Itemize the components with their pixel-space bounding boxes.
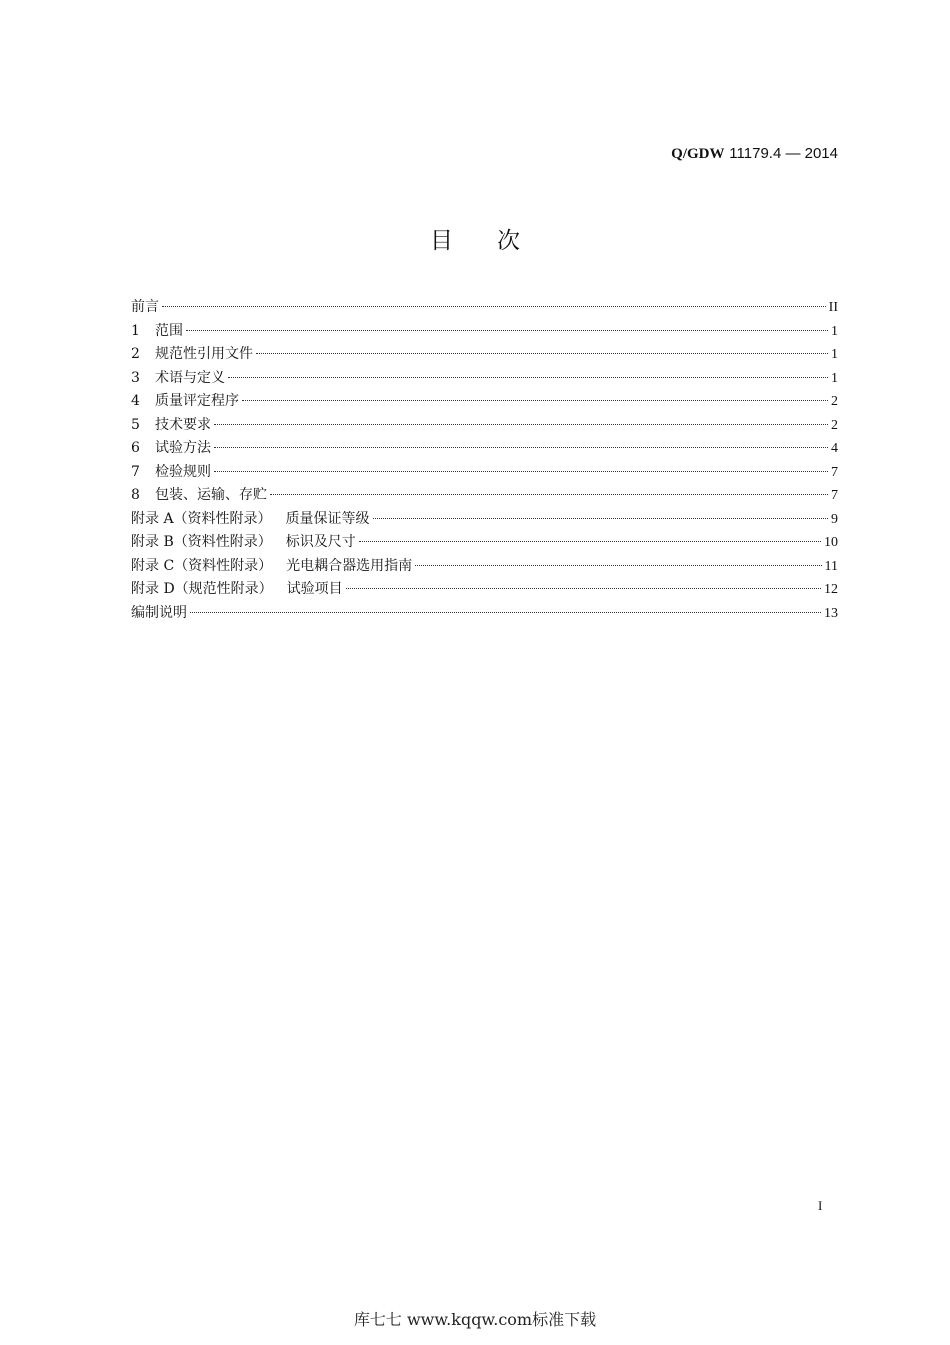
toc-entry-page: 11 [824,558,838,574]
toc-entry-number: 8 [131,487,140,503]
appendix-title: 标识及尺寸 [285,534,356,550]
toc-entry-number: 5 [131,416,140,433]
toc-entry-label [131,531,356,555]
document-code [671,144,838,163]
toc-dot-leader [214,471,828,472]
toc-entry-number: 7 [131,463,140,480]
toc-dot-leader [415,565,821,566]
toc-entry-label: 包装、运输、存贮 [155,487,267,503]
toc-entry-appendix-c[interactable] [131,555,838,579]
toc-entry-quality-assessment[interactable] [131,390,838,414]
toc-entry-page: II [828,300,838,315]
toc-dot-leader [346,588,821,589]
toc-dot-leader [186,330,828,331]
appendix-label: 附录 D（规范性附录） [131,581,273,597]
toc-entry-page: 10 [824,535,838,550]
toc-entry-page: 13 [824,605,838,621]
toc-entry-appendix-a[interactable] [131,508,838,532]
toc-entry-label: 检验规则 [155,463,211,480]
toc-entry-appendix-d[interactable] [131,578,838,602]
toc-dot-leader [214,424,828,425]
toc-dot-leader [214,447,828,448]
toc-entry-label [131,508,370,532]
toc-dot-leader [162,306,826,307]
appendix-title: 质量保证等级 [285,510,370,527]
toc-entry-page: 2 [831,417,838,433]
footer-watermark: 库七七 www.kqqw.com标准下载 [353,1310,597,1329]
toc-entry-appendix-b[interactable] [131,531,838,555]
document-code-prefix: Q/GDW [671,146,725,162]
toc-entry-number: 3 [131,369,140,386]
toc-entry-page: 1 [831,370,838,386]
toc-entry-terms-definitions[interactable] [131,367,838,391]
toc-dot-leader [270,494,828,495]
toc-entry-page: 7 [831,488,838,503]
toc-entry-label: 术语与定义 [155,369,225,386]
toc-entry-normative-references[interactable] [131,343,838,367]
toc-entry-number: 4 [131,393,140,409]
toc-dot-leader [373,518,828,519]
toc-dot-leader [242,400,828,401]
table-of-contents [131,296,838,625]
toc-entry-page: 4 [831,441,838,456]
toc-entry-label [131,555,412,579]
toc-entry-label: 试验方法 [155,440,211,456]
toc-entry-number: 1 [131,322,140,339]
toc-entry-page: 1 [831,323,838,339]
appendix-title: 光电耦合器选用指南 [286,557,413,574]
toc-entry-test-methods[interactable] [131,437,838,461]
toc-entry-packaging[interactable] [131,484,838,508]
toc-dot-leader [228,377,828,378]
toc-entry-number: 6 [131,440,140,456]
appendix-label: 附录 A（资料性附录） [131,510,272,527]
appendix-label: 附录 C（资料性附录） [131,557,273,574]
toc-dot-leader [256,353,828,354]
toc-entry-page: 12 [824,582,838,597]
toc-entry-page: 7 [831,464,838,480]
toc-title: 目次 [430,228,564,254]
toc-entry-label: 质量评定程序 [155,393,239,409]
document-code-number: 11179.4 — 2014 [729,145,838,162]
toc-entry-preface[interactable] [131,296,838,320]
toc-entry-technical-requirements[interactable] [131,414,838,438]
toc-entry-inspection-rules[interactable] [131,461,838,485]
toc-entry-page: 1 [831,347,838,362]
toc-entry-label: 范围 [155,322,183,339]
toc-entry-compilation-notes[interactable] [131,602,838,626]
toc-entry-page: 2 [831,394,838,409]
appendix-title: 试验项目 [286,581,343,597]
toc-entry-number: 2 [131,346,140,362]
toc-entry-label [131,578,343,602]
toc-entry-page: 9 [831,511,838,527]
toc-entry-label: 编制说明 [131,604,187,621]
toc-dot-leader [190,612,821,613]
appendix-label: 附录 B（资料性附录） [131,534,272,550]
toc-entry-label: 前言 [131,299,159,315]
page-number: I [818,1198,823,1213]
toc-dot-leader [359,541,821,542]
toc-entry-scope[interactable] [131,320,838,344]
toc-entry-label: 技术要求 [155,416,211,433]
toc-entry-label: 规范性引用文件 [155,346,253,362]
